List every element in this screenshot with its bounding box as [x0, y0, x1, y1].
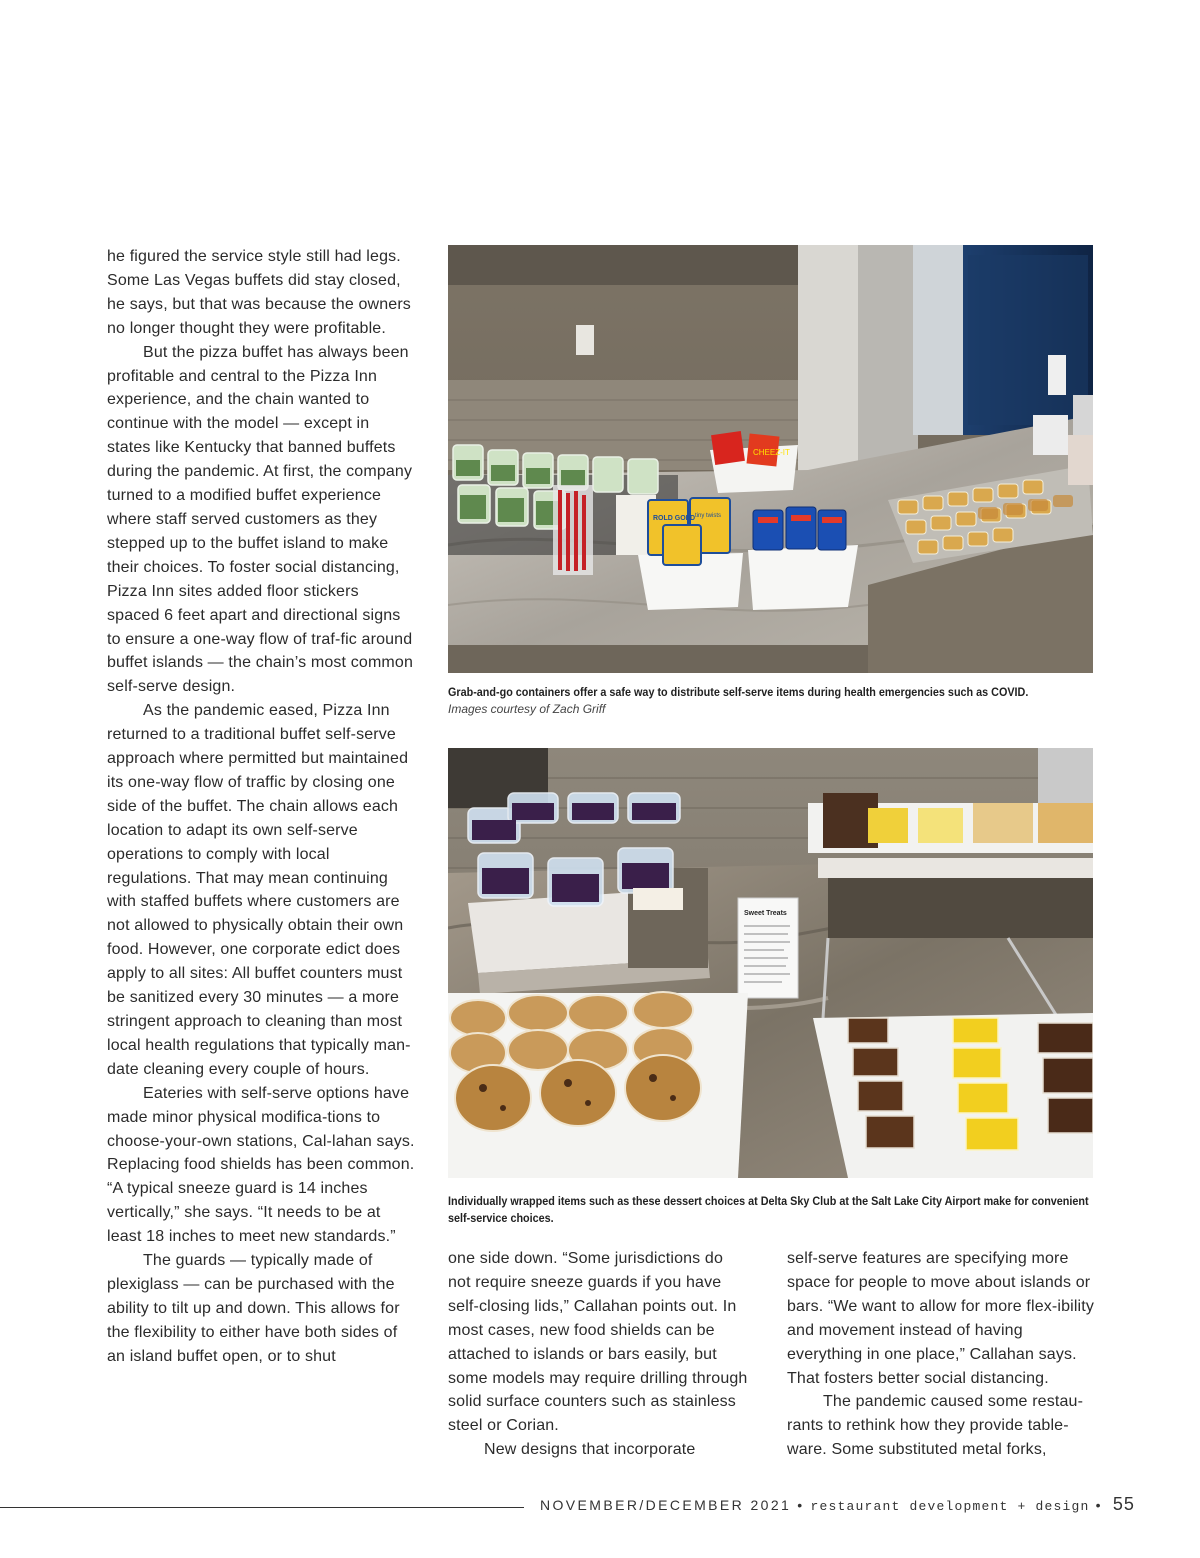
photo-dessert-illustration	[448, 748, 1093, 1178]
separator-dot: •	[797, 1497, 805, 1513]
photo-dessert-display	[448, 748, 1093, 1178]
article-column-middle	[448, 1247, 748, 1462]
magazine-name: restaurant development + design	[810, 1499, 1090, 1514]
photo-credit: Images courtesy of Zach Griff	[448, 702, 606, 716]
tiny-twists-label: tiny twists	[695, 513, 722, 519]
caption-text: Grab-and-go containers offer a safe way to distribute self-serve items during health emergencies such as COVID.	[448, 685, 1029, 699]
page-number: 55	[1112, 1494, 1135, 1514]
separator-dot: •	[1095, 1497, 1103, 1513]
paragraph: one side down. “Some jurisdictions do not require sneeze guards if you have self-closing lids,” Callahan points out. In most cases, new food shields can be attached to islands or bars easily, but some models may require drilling through solid surface counters such as stainless steel or Corian.	[448, 1250, 748, 1435]
page-footer	[540, 1494, 1135, 1515]
paragraph: As the pandemic eased, Pizza Inn returned to a traditional buffet self-serve approach where permitted but maintained its one-way flow of traffic by closing one side of the buffet. The chain allows each location to adapt its own self-serve operations to comply with local regulations. That may mean continuing with staffed buffets where customers are not allowed to physically obtain their own food. However, one corporate edict does apply to all sites: All buffet counters must be sanitized every 30 minutes — a more stringent approach to cleaning than most local health regulations that typically man-date cleaning every couple of hours.	[107, 702, 411, 1078]
sweet-treats-sign-title: Sweet Treats	[744, 910, 787, 917]
paragraph: New designs that incorporate	[484, 1441, 696, 1459]
paragraph: The pandemic caused some restau-rants to rethink how they provide table-ware. Some substituted metal forks,	[787, 1393, 1084, 1459]
footer-rule	[0, 1507, 524, 1508]
paragraph: he figured the service style still had legs. Some Las Vegas buffets did stay closed, he says, but that was because the owners no longer thought they were profitable.	[107, 248, 411, 337]
caption-text: Individually wrapped items such as these dessert choices at Delta Sky Club at the Salt Lake City Airport make for convenient self-service choices.	[448, 1194, 1089, 1225]
photo-grab-and-go-counter	[448, 245, 1093, 673]
photo-caption-bottom	[448, 1193, 1098, 1227]
article-column-left	[107, 245, 415, 1369]
rold-gold-label: ROLD GOLD	[653, 515, 695, 522]
issue-date: NOVEMBER/DECEMBER 2021	[540, 1497, 792, 1513]
cheez-it-label: CHEEZ-IT	[753, 448, 790, 457]
paragraph: self-serve features are specifying more space for people to move about islands or bars. “We want to allow for more flex-ibility and movement instead of having everything in one place,” Callahan says. That fosters better social distancing.	[787, 1250, 1094, 1387]
paragraph: Eateries with self-serve options have made minor physical modifica-tions to choose-your-own stations, Cal-lahan says. Replacing food shields has been common. “A typical sneeze guard is 14 inches vertically,” she says. “It needs to be at least 18 inches to meet new standards.”	[107, 1084, 415, 1246]
paragraph: But the pizza buffet has always been profitable and central to the Pizza Inn experience, and the chain wanted to continue with the model — except in states like Kentucky that banned buffets during the pandemic. At first, the company turned to a modified buffet experience where staff served customers as they stepped up to the buffet island to make their choices. To foster social distancing, Pizza Inn sites added floor stickers spaced 6 feet apart and directional signs to ensure a one-way flow of traf-fic around buffet islands — the chain’s most common self-serve design.	[107, 343, 413, 696]
photo-caption-top	[448, 684, 1098, 718]
article-column-right	[787, 1247, 1099, 1462]
paragraph: The guards — typically made of plexiglass — can be purchased with the ability to tilt up and down. This allows for the flexibility to either have both sides of an island buffet open, or to shut	[107, 1252, 400, 1365]
photo-grab-and-go-illustration	[448, 245, 1093, 673]
